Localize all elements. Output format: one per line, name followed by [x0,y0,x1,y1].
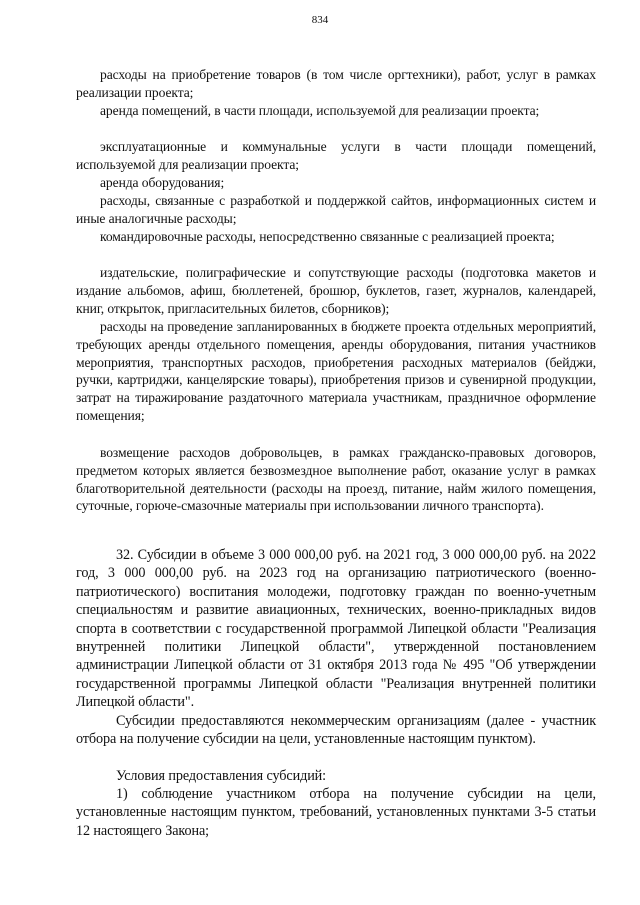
page-number: 834 [311,14,329,26]
paragraph-websites: расходы, связанные с разработкой и поддержкой сайтов, информационных систем и иные аналогичные расходы; [76,193,596,226]
paragraph-recipients: Субсидии предоставляются некоммерческим организациям (далее - участник отбора на получение субсидии на цели, установленные настоящим пунктом). [76,713,596,748]
paragraph-conditions-heading: Условия предоставления субсидий: [116,768,327,784]
paragraph-volunteers: возмещение расходов добровольцев, в рамках гражданско-правовых договоров, предметом которых является безвозмездное выполнение работ, оказание услуг в рамках благотворительной деятельности (расходы на проезд, питание, найм жилого помещения, суточные, горюче-смазочные материалы при использовании личного транспорта). [76,445,596,514]
paragraph-premises-rent: аренда помещений, в части площади, используемой для реализации проекта; [100,103,540,118]
paragraph-utilities: эксплуатационные и коммунальные услуги в части площади помещений, используемой для реализации проекта; [76,139,596,172]
paragraph-travel: командировочные расходы, непосредственно связанные с реализацией проекта; [100,229,555,244]
paragraph-goods-expenses: расходы на приобретение товаров (в том числе оргтехники), работ, услуг в рамках реализации проекта; [76,67,596,100]
paragraph-item-32: 32. Субсидии в объеме 3 000 000,00 руб. на 2021 год, 3 000 000,00 руб. на 2022 год, 3 000 000,00 руб. на 2023 год на организацию патриотического (военно-патриотического) воспитания молодежи, подготовку граждан по военно-учетным специальностям и развитие авиационных, технических, военно-прикладных видов спорта в соответствии с государственной программой Липецкой области "Реализация внутренней политики Липецкой области", утвержденной постановлением администрации Липецкой области от 31 октября 2013 года № 495 "Об утверждении государственной программы Липецкой области "Реализация внутренней политики Липецкой области". [76,547,596,711]
paragraph-events: расходы на проведение запланированных в бюджете проекта отдельных мероприятий, требующих аренды отдельного помещения, аренды оборудования, питания участников мероприятия, транспортных расходов, приобретения расходных материалов (бейджи, ручки, картриджи, канцелярские товары), приобретения призов и сувенирной продукции, затрат на тиражирование раздаточного материала участникам, праздничное оформление помещения; [76,319,596,423]
paragraph-publishing: издательские, полиграфические и сопутствующие расходы (подготовка макетов и издание альбомов, афиш, бюллетеней, брошюр, буклетов, газет, журналов, календарей, книг, открыток, пригласительных билетов, сборников); [76,265,596,316]
paragraph-condition-1: 1) соблюдение участником отбора на получение субсидии на цели, установленные настоящим пунктом, требований, установленных пунктами 3-5 статьи 12 настоящего Закона; [76,786,596,839]
paragraph-equipment-rent: аренда оборудования; [100,175,225,190]
